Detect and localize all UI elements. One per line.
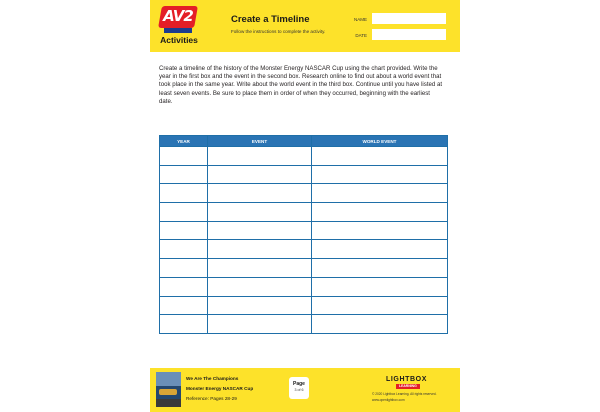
event-cell[interactable]: [208, 147, 312, 166]
world-event-cell[interactable]: [312, 165, 448, 184]
event-cell[interactable]: [208, 277, 312, 296]
column-header-world-event: WORLD EVENT: [312, 136, 448, 147]
table-row: [160, 240, 448, 259]
year-cell[interactable]: [160, 277, 208, 296]
year-cell[interactable]: [160, 203, 208, 222]
table-row: [160, 296, 448, 315]
logo-av2-text: AV2: [163, 7, 193, 25]
year-cell[interactable]: [160, 165, 208, 184]
event-cell[interactable]: [208, 184, 312, 203]
year-cell[interactable]: [160, 147, 208, 166]
event-cell[interactable]: [208, 203, 312, 222]
table-row: [160, 203, 448, 222]
event-cell[interactable]: [208, 296, 312, 315]
event-cell[interactable]: [208, 259, 312, 278]
page-subtitle: Follow the instructions to complete the activity.: [231, 29, 326, 34]
book-cover-car: [159, 389, 177, 395]
book-cover-image: [156, 372, 181, 407]
book-title: Monster Energy NASCAR Cup: [186, 386, 254, 391]
instructions-text: Create a timeline of the history of the Monster Energy NASCAR Cup using the chart provided. Write the year in the first box and the event in the second box. Research online to find out about a world event that took place in the same year. Write about the world event in the third box. Continue until you have listed at least seven events. Be sure to place them in order of when they occurred, beginning with the earliest date.: [159, 65, 443, 105]
page-value: 3 of 6: [294, 388, 304, 392]
event-cell[interactable]: [208, 221, 312, 240]
reference-pages: Reference: Pages 28-29: [186, 396, 237, 401]
name-label: NAME: [353, 17, 367, 22]
event-cell[interactable]: [208, 240, 312, 259]
table-row: [160, 221, 448, 240]
header-bar: [150, 0, 460, 52]
page-title: Create a Timeline: [231, 14, 310, 25]
logo-activities-label: Activities: [160, 35, 198, 45]
year-cell[interactable]: [160, 221, 208, 240]
column-header-year: YEAR: [160, 136, 208, 147]
table-row: [160, 259, 448, 278]
column-header-event: EVENT: [208, 136, 312, 147]
lightbox-logo: LIGHTBOX: [386, 376, 427, 383]
year-cell[interactable]: [160, 296, 208, 315]
world-event-cell[interactable]: [312, 184, 448, 203]
copyright-text: © 2020 Lightbox Learning. All rights reserved.: [372, 392, 437, 396]
series-title: We Are The Champions: [186, 376, 239, 381]
table-row: [160, 165, 448, 184]
page-number-box: [289, 377, 309, 399]
world-event-cell[interactable]: [312, 147, 448, 166]
event-cell[interactable]: [208, 165, 312, 184]
timeline-body: [160, 147, 448, 334]
page-label: Page: [293, 381, 305, 387]
av2-logo: [156, 6, 202, 46]
learning-badge: LEARNING: [396, 384, 420, 389]
book-cover-sky: [156, 372, 181, 386]
date-label: DATE: [355, 33, 367, 38]
website-link[interactable]: www.openlightbox.com: [372, 398, 405, 402]
logo-strip: [164, 28, 192, 33]
name-field[interactable]: [372, 13, 446, 24]
year-cell[interactable]: [160, 259, 208, 278]
world-event-cell[interactable]: [312, 240, 448, 259]
timeline-table: [159, 135, 448, 334]
footer-bar: [150, 368, 460, 412]
worksheet-page: [150, 0, 460, 412]
table-row: [160, 147, 448, 166]
book-cover-road: [156, 399, 181, 407]
table-row: [160, 315, 448, 334]
table-row: [160, 277, 448, 296]
year-cell[interactable]: [160, 315, 208, 334]
year-cell[interactable]: [160, 240, 208, 259]
world-event-cell[interactable]: [312, 259, 448, 278]
date-field[interactable]: [372, 29, 446, 40]
table-header-row: [160, 136, 448, 147]
world-event-cell[interactable]: [312, 315, 448, 334]
world-event-cell[interactable]: [312, 221, 448, 240]
table-row: [160, 184, 448, 203]
world-event-cell[interactable]: [312, 296, 448, 315]
world-event-cell[interactable]: [312, 277, 448, 296]
world-event-cell[interactable]: [312, 203, 448, 222]
event-cell[interactable]: [208, 315, 312, 334]
year-cell[interactable]: [160, 184, 208, 203]
